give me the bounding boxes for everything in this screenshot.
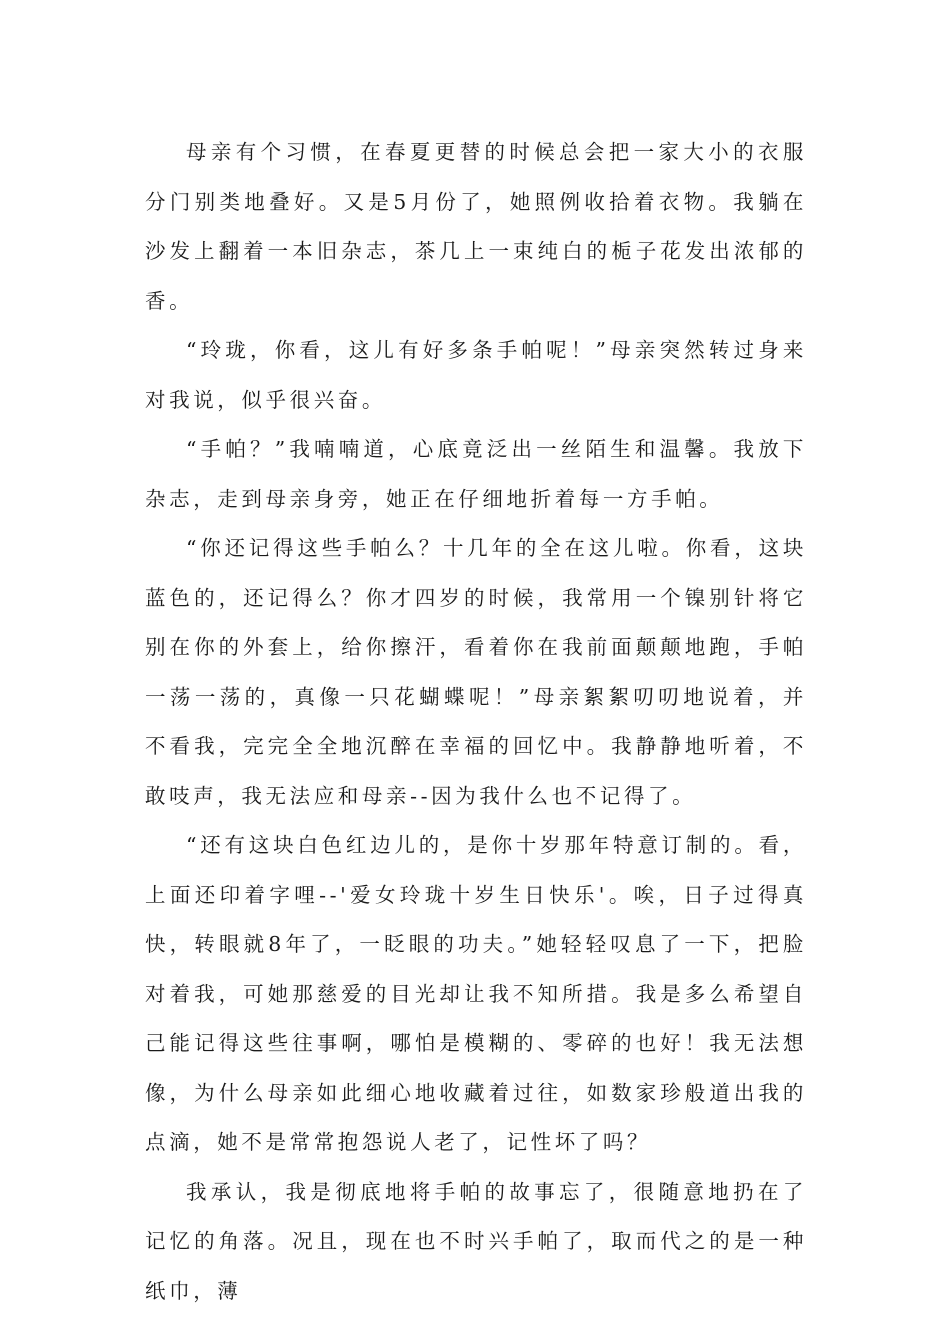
document-body — [145, 128, 807, 1316]
paragraph-5: “还有这块白色红边儿的，是你十岁那年特意订制的。看，上面还印着字哩--'爱女玲珑十岁生日快乐'。唉，日子过得真快，转眼就8年了，一眨眼的功夫。”她轻轻叹息了一下，把脸对着我，可她那慈爱的目光却让我不知所措。我是多么希望自己能记得这些往事啊，哪怕是模糊的、零碎的也好！我无法想像，为什么母亲如此细心地收藏着过往，如数家珍般道出我的点滴，她不是常常抱怨说人老了，记性坏了吗？ — [145, 833, 807, 1154]
paragraph-4: “你还记得这些手帕么？十几年的全在这儿啦。你看，这块蓝色的，还记得么？你才四岁的时候，我常用一个镍别针将它别在你的外套上，给你擦汗，看着你在我前面颠颠地跑，手帕一荡一荡的，真像一只花蝴蝶呢！”母亲絮絮叨叨地说着，并不看我，完完全全地沉醉在幸福的回忆中。我静静地听着，不敢吱声，我无法应和母亲--因为我什么也不记得了。 — [145, 536, 807, 808]
paragraph-2: “玲珑，你看，这儿有好多条手帕呢！”母亲突然转过身来对我说，似乎很兴奋。 — [145, 338, 807, 412]
paragraph-6: 我承认，我是彻底地将手帕的故事忘了，很随意地扔在了记忆的角落。况且，现在也不时兴手帕了，取而代之的是一种纸巾，薄 — [145, 1179, 807, 1303]
paragraph-1: 母亲有个习惯，在春夏更替的时候总会把一家大小的衣服分门别类地叠好。又是5月份了，她照例收拾着衣物。我躺在沙发上翻着一本旧杂志，茶几上一束纯白的栀子花发出浓郁的香。 — [145, 140, 807, 313]
paragraph-3: “手帕？”我喃喃道，心底竟泛出一丝陌生和温馨。我放下杂志，走到母亲身旁，她正在仔细地折着每一方手帕。 — [145, 437, 807, 511]
